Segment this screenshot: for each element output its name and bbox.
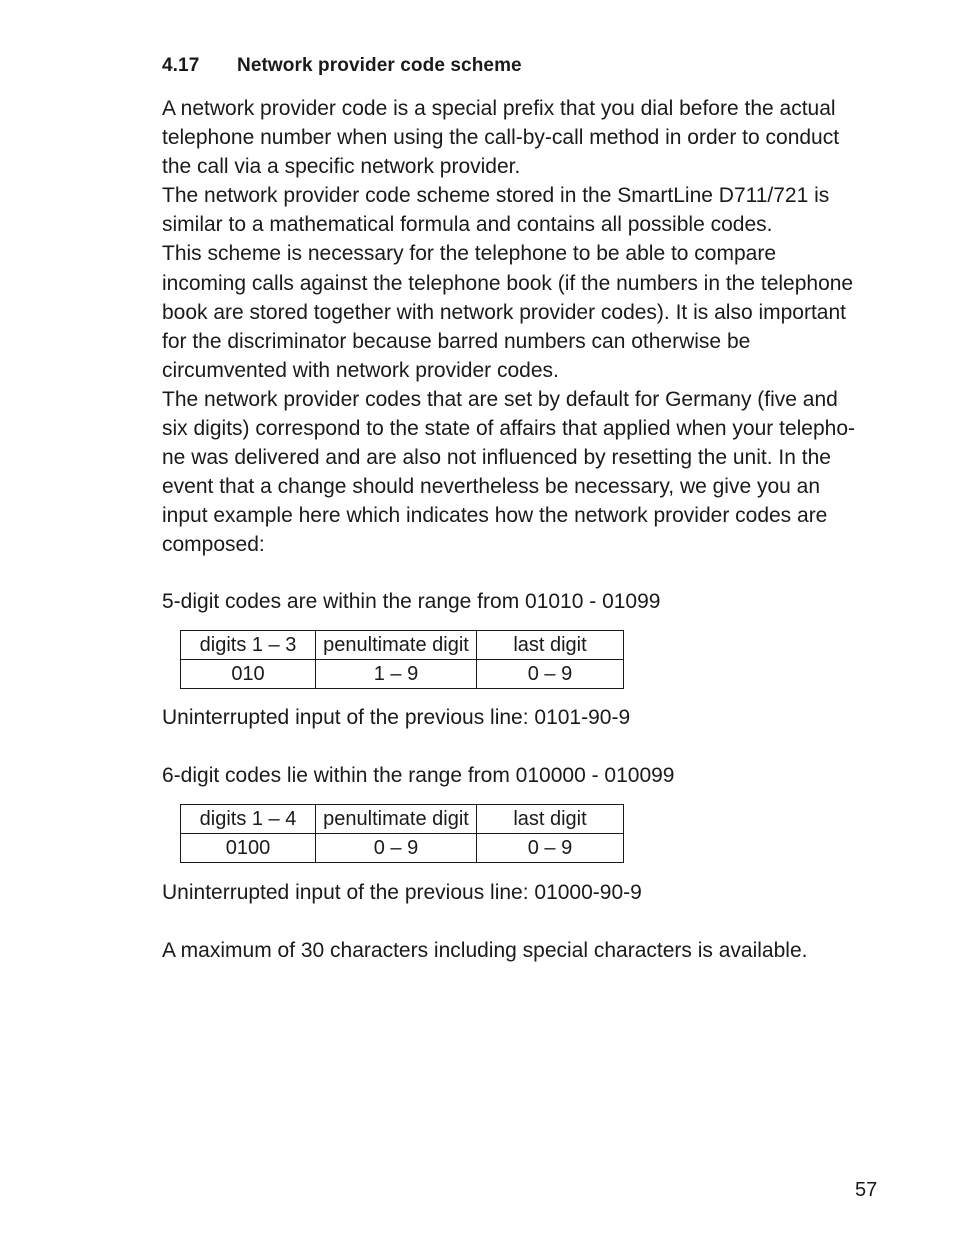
table-header-row xyxy=(181,805,624,834)
five-digit-table xyxy=(180,630,624,689)
page-number: 57 xyxy=(855,1179,878,1201)
header-cell: penultimate digit xyxy=(316,805,477,834)
table-cell: 0100 xyxy=(181,834,316,863)
table-cell: 1 – 9 xyxy=(316,660,477,689)
six-digit-intro: 6-digit codes lie within the range from 010000 - 010099 xyxy=(162,764,675,787)
five-digit-intro: 5-digit codes are within the range from 01010 - 01099 xyxy=(162,590,661,613)
six-digit-table xyxy=(180,804,624,863)
table-cell: 0 – 9 xyxy=(477,834,624,863)
table-cell: 0 – 9 xyxy=(477,660,624,689)
paragraph: The network provider code scheme stored in the SmartLine D711/721 is similar to a mathematical formula and contains all possible codes. xyxy=(162,184,830,237)
table-cell: 0 – 9 xyxy=(316,834,477,863)
header-cell: last digit xyxy=(477,631,624,660)
section-heading xyxy=(162,55,522,77)
paragraph: The network provider codes that are set by default for Germany (five and six digits) correspond to the state of affairs that applied when your telephone was delivered and are also not influenced by resetting the unit. In the event that a change should nevertheless be necessary, we give you an input example here which indicates how the network provider codes are composed: xyxy=(162,387,856,557)
five-digit-note: Uninterrupted input of the previous line: 0101-90-9 xyxy=(162,706,631,729)
table-row xyxy=(181,834,624,863)
header-cell: last digit xyxy=(477,805,624,834)
paragraph: A network provider code is a special prefix that you dial before the actual telephone number when using the call-by-call method in order to conduct the call via a specific network provider. xyxy=(162,97,840,179)
section-title: Network provider code scheme xyxy=(237,55,522,76)
header-cell: penultimate digit xyxy=(316,631,477,660)
table-row xyxy=(181,660,624,689)
section-number: 4.17 xyxy=(162,55,200,76)
table-header-row xyxy=(181,631,624,660)
six-digit-note: Uninterrupted input of the previous line: 01000-90-9 xyxy=(162,881,642,904)
header-cell: digits 1 – 4 xyxy=(181,805,316,834)
table-cell: 010 xyxy=(181,660,316,689)
header-cell: digits 1 – 3 xyxy=(181,631,316,660)
closing-note: A maximum of 30 characters including special characters is available. xyxy=(162,939,808,962)
paragraph: This scheme is necessary for the telephone to be able to compare incoming calls against the telephone book (if the numbers in the telephone book are stored together with network provider codes). It is also important for the discriminator because barred numbers can otherwise be circumvented with network provider codes. xyxy=(162,242,854,382)
intro-text xyxy=(162,94,862,560)
